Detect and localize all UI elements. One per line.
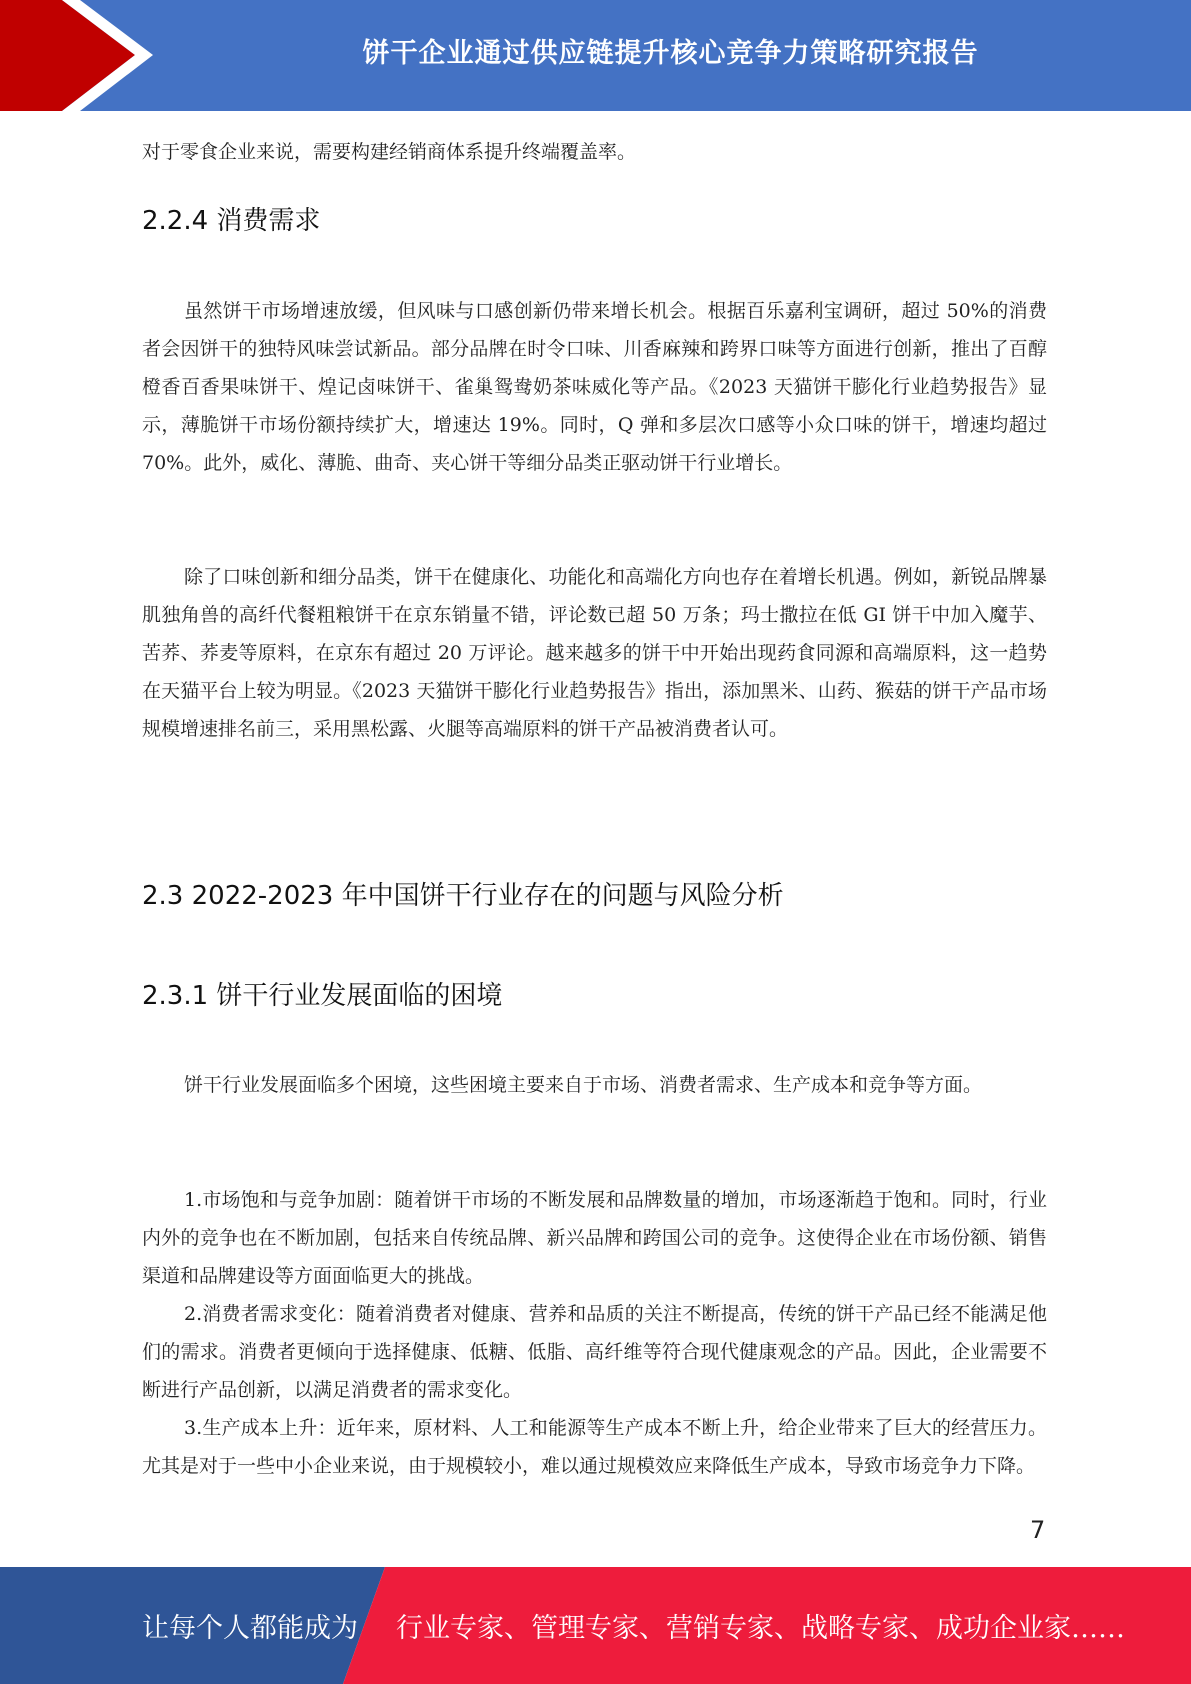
paragraph: 虽然饼干市场增速放缓，但风味与口感创新仍带来增长机会。根据百乐嘉利宝调研，超过 50%的消费者会因饼干的独特风味尝试新品。部分品牌在时令口味、川香麻辣和跨界口味等方面进行创新，推出了百醇橙香百香果味饼干、煌记卤味饼干、雀巢鸳鸯奶茶味威化等产品。《2023 天猫饼干膨化行业趋势报告》显示，薄脆饼干市场份额持续扩大，增速达 19%。同时，Q 弹和多层次口感等小众口味的饼干，增速均超过 70%。此外，威化、薄脆、曲奇、夹心饼干等细分品类正驱动饼干行业增长。 bbox=[142, 300, 1047, 474]
page-footer bbox=[0, 1567, 1191, 1684]
list-item: 2.消费者需求变化：随着消费者对健康、营养和品质的关注不断提高，传统的饼干产品已经不能满足他们的需求。消费者更倾向于选择健康、低糖、低脂、高纤维等符合现代健康观念的产品。因此，企业需要不断进行产品创新，以满足消费者的需求变化。 bbox=[142, 1303, 1047, 1401]
footer-slogan-left: 让每个人都能成为 bbox=[142, 1613, 358, 1644]
page-number: 7 bbox=[1030, 1516, 1046, 1544]
section-heading-2-3: 2.3 2022-2023 年中国饼干行业存在的问题与风险分析 bbox=[142, 881, 784, 911]
header-title: 饼干企业通过供应链提升核心竞争力策略研究报告 bbox=[362, 37, 979, 69]
paragraph: 饼干行业发展面临多个困境，这些困境主要来自于市场、消费者需求、生产成本和竞争等方面。 bbox=[184, 1074, 983, 1096]
list-item: 1.市场饱和与竞争加剧：随着饼干市场的不断发展和品牌数量的增加，市场逐渐趋于饱和。同时，行业内外的竞争也在不断加剧，包括来自传统品牌、新兴品牌和跨国公司的竞争。这使得企业在市场份额、销售渠道和品牌建设等方面面临更大的挑战。 bbox=[142, 1189, 1047, 1287]
section-heading-2-3-1: 2.3.1 饼干行业发展面临的困境 bbox=[142, 981, 503, 1011]
paragraph: 除了口味创新和细分品类，饼干在健康化、功能化和高端化方向也存在着增长机遇。例如，新锐品牌暴肌独角兽的高纤代餐粗粮饼干在京东销量不错，评论数已超 50 万条；玛士撒拉在低 GI 饼干中加入魔芋、苦荞、荞麦等原料，在京东有超过 20 万评论。越来越多的饼干中开始出现药食同源和高端原料，这一趋势在天猫平台上较为明显。《2023 天猫饼干膨化行业趋势报告》指出，添加黑米、山药、猴菇的饼干产品市场规模增速排名前三，采用黑松露、火腿等高端原料的饼干产品被消费者认可。 bbox=[142, 566, 1047, 740]
list-item: 3.生产成本上升：近年来，原材料、人工和能源等生产成本不断上升，给企业带来了巨大的经营压力。尤其是对于一些中小企业来说，由于规模较小，难以通过规模效应来降低生产成本，导致市场竞争力下降。 bbox=[142, 1417, 1047, 1477]
page-header bbox=[0, 0, 1191, 111]
footer-slogan-right: 行业专家、管理专家、营销专家、战略专家、成功企业家…… bbox=[396, 1613, 1125, 1644]
section-heading-2-2-4: 2.2.4 消费需求 bbox=[142, 206, 321, 236]
intro-line: 对于零食企业来说，需要构建经销商体系提升终端覆盖率。 bbox=[142, 141, 637, 163]
